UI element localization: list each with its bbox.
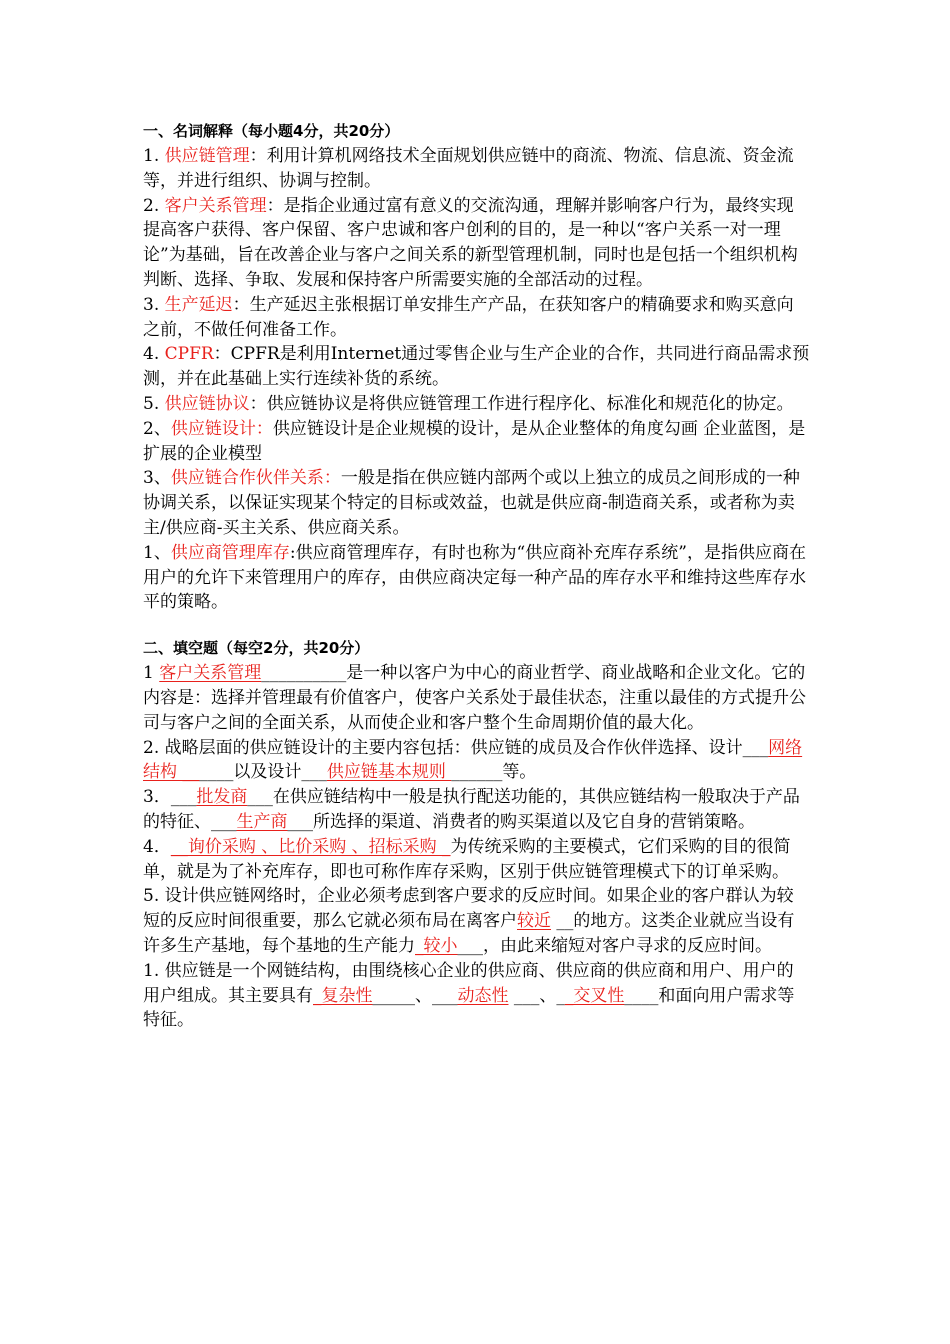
blank: ___ (457, 935, 483, 956)
definition: 供应商管理库存，有时也称为“供应商补充库存系统”，是指供应商在用户的允许下来管理用户的库存，由供应商决定每一种产品的库存水平和维持这些库存水平的策略。 (143, 542, 806, 613)
blank: ___ (211, 811, 237, 832)
blank: ___ (742, 737, 769, 758)
term-separator: ： (323, 468, 341, 489)
section-spacer (143, 615, 810, 635)
definition: CPFR是利用Internet通过零售企业与生产企业的合作，共同进行商品需求预测，并在此基础上实行连续补货的系统。 (143, 344, 810, 390)
blank: __ (551, 911, 574, 932)
section2-heading: 二、填空题（每空2分，共20分） (143, 639, 370, 658)
blank: ______ (451, 762, 503, 783)
item-number: 2、 (143, 418, 171, 439)
fill-blank-question (143, 736, 810, 786)
definition-item (143, 392, 810, 417)
question-text: 在供应链结构中一般是执行配送功能的，其供应链结构一般取决于产品的特征、 (143, 787, 800, 832)
question-text: 所选择的渠道、消费者的购买渠道以及它自身的营销策略。 (313, 811, 755, 832)
fill-blank-question (143, 959, 810, 1033)
item-number: 5. (143, 393, 165, 414)
question-text: 5. 设计供应链网络时，企业必须考虑到客户要求的反应时间。如果企业的客户群认为较短的反应时间很重要，那么它就必须布局在离客户 (143, 886, 794, 932)
answer: _复杂性 (313, 985, 373, 1006)
item-number: 1、 (143, 542, 171, 563)
blank: ____ (624, 985, 659, 1006)
definition-item (143, 342, 810, 392)
fill-blank-question (143, 835, 810, 885)
answer: 供应链基本规则 (326, 762, 452, 783)
item-number: 1 (143, 663, 160, 684)
definition-item (143, 466, 810, 540)
term-separator: ： (232, 294, 250, 315)
definition: 利用计算机网络技术全面规划供应链中的商流、物流、信息流、资金流等，并进行组织、协调与控制。 (143, 146, 794, 191)
term: 供应链协议 (164, 393, 250, 414)
term: 客户关系管理 (164, 195, 267, 216)
separator: 、 (539, 985, 557, 1006)
term: 供应链合作伙伴关系 (170, 468, 324, 489)
blank: ___ (170, 787, 197, 808)
answer: 客户关系管理 (159, 663, 262, 684)
blank: ___ (508, 985, 540, 1006)
question-text: ，由此来缩短对客户寻求的反应时间。 (483, 935, 772, 956)
item-number: 3. (143, 294, 165, 315)
fill-blank-question (143, 884, 810, 958)
definition: 一般是指在供应链内部两个或以上独立的成员之间形成的一种协调关系，以保证实现某个特定的目标或效益，也就是供应商-制造商关系，或者称为卖主/供应商-买主关系、供应商关系。 (143, 468, 800, 538)
term: 供应链设计 (170, 418, 256, 439)
term: 供应链管理 (164, 146, 250, 166)
blank: ____ (199, 762, 234, 783)
blank: ___ (247, 787, 273, 808)
term: CPFR (164, 344, 214, 365)
answer: _较小 (415, 935, 458, 956)
answer: _交叉性 (564, 985, 625, 1006)
item-number: 2. (143, 195, 165, 216)
separator: 、 (415, 985, 432, 1006)
item-number: 3、 (143, 468, 171, 489)
question-text: 和面向用户需求等特征。 (143, 985, 795, 1031)
section1-heading: 一、名词解释（每小题4分，共20分） (143, 122, 400, 140)
term-separator: ： (213, 344, 231, 365)
term-separator: ： (255, 418, 273, 439)
blank: ___ (432, 985, 458, 1006)
question-text: 的地方。这类企业就应当设有许多生产基地，每个基地的生产能力 (143, 911, 795, 956)
question-text: 以及设计 (233, 762, 302, 783)
answer: 较近 (517, 911, 551, 932)
blank: ___ (287, 811, 313, 832)
definition-item (143, 417, 810, 467)
term-separator: ： (249, 393, 267, 414)
definition: 供应链设计是企业规模的设计，是从企业整体的角度勾画 企业蓝图，是扩展的企业模型 (143, 418, 806, 464)
definition-item (143, 541, 810, 615)
document-page (143, 118, 810, 1033)
fill-blank-question (143, 785, 810, 835)
question-text: 1. 供应链是一个网链结构，由围绕核心企业的供应商、供应商的供应商和用户、用户的用户组成。其主要具有 (143, 960, 794, 1006)
item-number: 4. (143, 344, 165, 365)
answer: 网络结构 __ (143, 737, 803, 783)
term: 生产延迟 (164, 294, 233, 315)
definition-item (143, 144, 810, 194)
definition-item (143, 293, 810, 343)
term-separator: ： (249, 146, 267, 166)
blank: __________ (261, 663, 347, 684)
term-separator: : (289, 542, 296, 563)
term: 供应商管理库存 (170, 542, 290, 563)
question-text: 为传统采购的主要模式，它们采购的目的很简单，就是为了补充库存，即也可称作库存采购，区别于供应链管理模式下的订单采购。 (143, 836, 791, 882)
item-number: 1. (143, 146, 165, 166)
question-text: 2. 战略层面的供应链设计的主要内容包括：供应链的成员及合作伙伴选择、设计 (143, 737, 743, 758)
answer: 生产商 (236, 811, 288, 832)
term-separator: ： (266, 195, 284, 216)
answer: __询价采购 、比价采购 、招标采购 _ (170, 836, 451, 857)
answer: 动态性 (457, 985, 509, 1006)
blank: _____ (372, 985, 415, 1006)
question-text: 等。 (502, 762, 537, 783)
definition: 供应链协议是将供应链管理工作进行程序化、标准化和规范化的协定。 (266, 393, 794, 414)
answer: 批发商 (196, 787, 248, 808)
definition-item (143, 194, 810, 293)
definition: 生产延迟主张根据订单安排生产产品，在获知客户的精确要求和购买意向之前，不做任何准备工作。 (143, 294, 794, 340)
blank: _ (556, 985, 565, 1006)
fill-blank-question (143, 661, 810, 735)
blank: ___ (301, 762, 327, 783)
definition: 是指企业通过富有意义的交流沟通，理解并影响客户行为，最终实现提高客户获得、客户保留、客户忠诚和客户创利的目的，是一种以“客户关系一对一理论”为基础，旨在改善企业与客户之间关系的新型管理机制，同时也是包括一个组织机构判断、选择、争取、发展和保持客户所需要实施的全部活动的过程。 (143, 195, 798, 290)
question-text: 是一种以客户为中心的商业哲学、商业战略和企业文化。它的内容是：选择并管理最有价值客户，使客户关系处于最佳状态，注重以最佳的方式提升公司与客户之间的全面关系，从而使企业和客户整个生命周期价值的最大化。 (143, 663, 806, 733)
item-number: 4． (143, 836, 171, 857)
item-number: 3． (143, 787, 171, 808)
